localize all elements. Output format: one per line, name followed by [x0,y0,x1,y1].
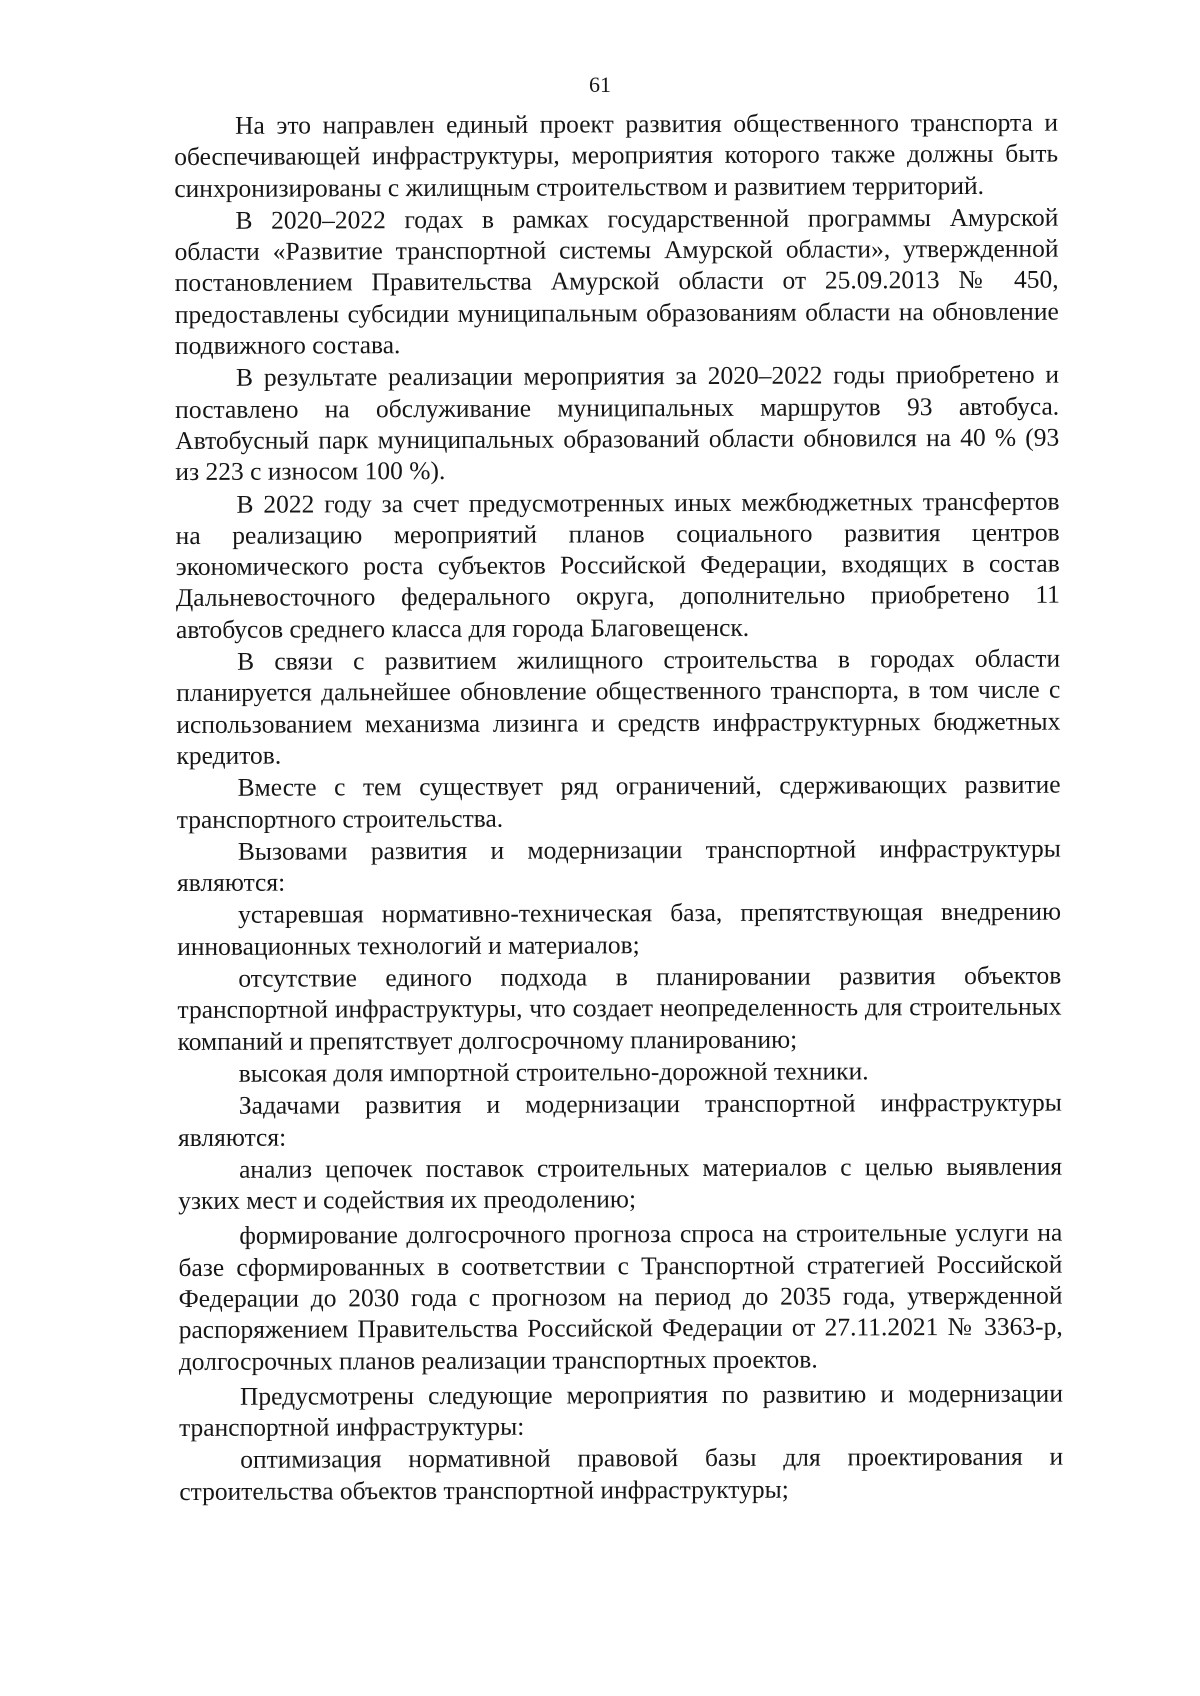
page-number: 61 [589,72,611,97]
paragraph: отсутствие единого подхода в планировании развития объектов транспортной инфраструктуры, что создает неопределенность для строительных компаний и препятствует долгосрочному планированию; [177,960,1062,1056]
paragraph: Предусмотрены следующие мероприятия по развитию и модернизации транспортной инфраструктуры: [179,1378,1063,1443]
paragraph: На это направлен единый проект развития общественного транспорта и обеспечивающей инфраструктуры, мероприятия которого также должны быть синхронизированы с жилищным строительством и развитием территорий. [174,107,1059,203]
paragraph: анализ цепочек поставок строительных материалов с целью выявления узких мест и содействия их преодолению; [178,1151,1063,1216]
paragraph: Вместе с тем существует ряд ограничений, сдерживающих развитие транспортного строительства. [176,769,1061,834]
paragraph: формирование долгосрочного прогноза спроса на строительные услуги на базе сформированных в соответствии с Транспортной стратегией Российской Федерации до 2030 года с прогнозом на период до 2035 года, утвержденной распоряжением Правительства Российской Федерации от 27.11.2021 № 3363-р, долгосрочных планов реализации транспортных проектов. [178,1217,1063,1376]
paragraph: Вызовами развития и модернизации транспортной инфраструктуры являются: [176,833,1061,898]
paragraph: оптимизация нормативной правовой базы для проектирования и строительства объектов транспортной инфраструктуры; [179,1442,1064,1506]
paragraph: устаревшая нормативно-техническая база, препятствующая внедрению инновационных технологий и материалов; [177,897,1062,961]
paragraph: Задачами развития и модернизации транспортной инфраструктуры являются: [177,1087,1062,1152]
document-body [174,107,1063,1508]
paragraph: В связи с развитием жилищного строительства в городах области планируется дальнейшее обновление общественного транспорта, в том числе с использованием механизма лизинга и средств инфраструктурных бюджетных кредитов. [176,643,1061,770]
paragraph: высокая доля импортной строительно-дорожной техники. [238,1056,869,1088]
paragraph: В 2020–2022 годах в рамках государственной программы Амурской области «Развитие транспортной системы Амурской области», утвержденной постановлением Правительства Амурской области от 25.09.2013 № 450, предоставлены субсидии муниципальным образованиям области на обновление подвижного состава. [174,202,1059,361]
paragraph: В 2022 году за счет предусмотренных иных межбюджетных трансфертов на реализацию мероприятий планов социального развития центров экономического роста субъектов Российской Федерации, входящих в состав Дальневосточного федерального округа, дополнительно приобретено 11 автобусов среднего класса для города Благовещенск. [175,486,1060,644]
paragraph: В результате реализации мероприятия за 2020–2022 годы приобретено и поставлено на обслуживание муниципальных маршрутов 93 автобуса. Автобусный парк муниципальных образований области обновился на 40 % (93 из 223 с износом 100 %). [175,359,1060,487]
